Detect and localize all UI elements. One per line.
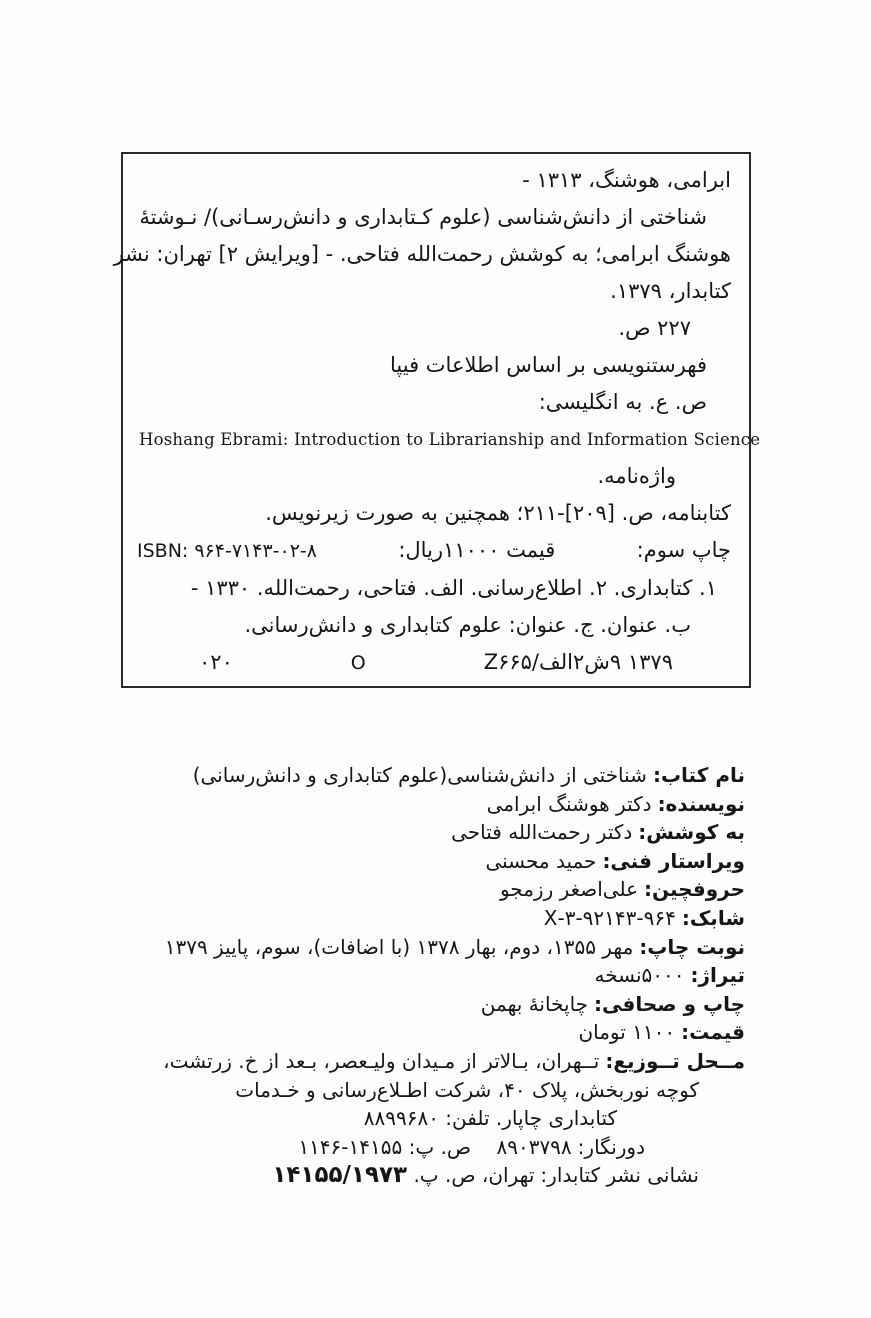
print-run-label: نوبت چاپ:	[639, 934, 745, 959]
cip-classification-line	[137, 644, 731, 682]
typesetter-label: حروفچین:	[644, 877, 745, 902]
printing-binding-value: چاپخانهٔ بهمن	[480, 991, 589, 1016]
cip-isbn: ISBN: ۹۶۴-۷۱۴۳-۰۲-۸	[137, 540, 317, 562]
print-run-value: مهر ۱۳۵۵، دوم، بهار ۱۳۷۸ (با اضافات)، سوم، پاییز ۱۳۷۹	[164, 934, 634, 959]
colophon-row-fax-pobox	[126, 1133, 745, 1162]
publisher-address-label: نشانی نشر کتابدار:	[540, 1163, 699, 1188]
technical-editor-value: حمید محسنی	[485, 848, 597, 873]
fax-pobox-value: ۸۹۰۳۷۹۸ ص. پ: ۱۴۱۵۵-۱۱۴۶	[298, 1134, 572, 1159]
technical-editor-label: ویراستار فنی:	[602, 848, 745, 873]
distribution-cont1-value: کوچه نوربخش، پلاک ۴۰، شرکت اطـلاع‌رسانی و خـدمات	[235, 1077, 699, 1102]
cip-edition-price-isbn-line	[137, 532, 731, 570]
cip-edition-label: چاپ سوم:	[636, 538, 731, 562]
colophon-row-isbn	[126, 904, 745, 933]
price-value: ۱۱۰۰ تومان	[578, 1020, 676, 1045]
cip-price: قیمت ۱۱۰۰۰ریال:	[398, 538, 556, 562]
colophon-block	[126, 761, 745, 1190]
cip-national-bib-circle: O	[350, 652, 366, 674]
cip-pages-line: ۲۲۷ ص.	[618, 316, 691, 340]
editor-value: دکتر رحمت‌الله فتاحی	[451, 820, 633, 845]
cip-english-title: Hoshang Ebrami: Introduction to Librarianship and Information Science	[139, 430, 761, 449]
colophon-row-publisher-address	[126, 1161, 745, 1190]
isbn-value: ۹۶۴-۹۲۱۴۳-۳-X	[543, 905, 676, 930]
distribution-value: تــهران، بـالاتر از مـیدان ولیـعصر، بـعد از خ. زرتشت،	[163, 1048, 600, 1073]
colophon-row-circulation	[126, 961, 745, 990]
distribution-cont2-value: کتابداری چاپار. تلفن: ۸۸۹۹۶۸۰	[363, 1106, 617, 1131]
circulation-label: تیراژ:	[690, 963, 745, 988]
cip-glossary-note: واژه‌نامه.	[597, 464, 676, 488]
cip-english-note-label: ص. ع. به انگلیسی:	[538, 390, 707, 414]
cip-author-heading: ابرامی، هوشنگ، ۱۳۱۳ -	[522, 168, 731, 192]
cip-fipa-note: فهرستنویسی بر اساس اطلاعات فیپا	[390, 353, 707, 377]
circulation-value: ۵۰۰۰نسخه	[594, 963, 685, 988]
isbn-label: شابک:	[681, 905, 745, 930]
colophon-row-editor	[126, 818, 745, 847]
colophon-row-price	[126, 1018, 745, 1047]
cip-subject-tracings: ۱. کتابداری. ۲. اطلاع‌رسانی. الف. فتاحی، رحمت‌الله. ۱۳۳۰ -	[190, 576, 717, 600]
cip-statement-line: هوشنگ ابرامی؛ به کوشش رحمت‌الله فتاحی. - [ویرایش ۲] تهران: نشر	[113, 242, 731, 266]
fax-label: دورنگار:	[577, 1134, 645, 1159]
price-label: قیمت:	[681, 1020, 745, 1045]
author-value: دکتر هوشنگ ابرامی	[486, 791, 652, 816]
cip-bibliography-note: کتابنامه، ص. [۲۰۹]-۲۱۱؛ همچنین به صورت زیرنویس.	[265, 501, 731, 525]
cip-lc-call-number: Z۶۶۵/⁨الف⁩۲⁨ش⁩۹ ۱۳۷۹	[483, 650, 673, 674]
cip-title-line: شناختی از دانش‌شناسی (علوم کـتابداری و دانش‌رسـانی)/ نـوشتهٔ	[139, 205, 707, 229]
cip-dewey-number: ۰۲۰	[199, 650, 233, 674]
editor-label: به کوشش:	[638, 820, 745, 845]
publisher-address-value: تهران، ص. پ.	[407, 1163, 535, 1188]
cip-catalog-box	[113, 152, 761, 688]
colophon-row-technical-editor	[126, 847, 745, 876]
cip-added-entries: ب. عنوان. ج. عنوان: علوم کتابداری و دانش‌رسانی.	[244, 613, 691, 637]
colophon-row-printing-binding	[126, 990, 745, 1019]
colophon-row-distribution	[126, 1047, 745, 1076]
cip-publisher-line: کتابدار، ۱۳۷۹.	[610, 279, 731, 303]
colophon-row-typesetter	[126, 875, 745, 904]
publisher-pobox-number: ۱۴۱۵۵/۱۹۷۳	[272, 1162, 408, 1189]
book-title-value: شناختی از دانش‌شناسی(علوم کتابداری و دانش‌رسانی)	[192, 763, 647, 787]
typesetter-value: علی‌اصغر رزمجو	[499, 877, 639, 902]
colophon-row-book-title	[126, 761, 745, 790]
distribution-label: مــحل تــوزیع:	[605, 1048, 745, 1073]
colophon-row-distribution-cont2	[126, 1104, 745, 1133]
colophon-row-distribution-cont1	[126, 1076, 745, 1105]
printing-binding-label: چاپ و صحافی:	[594, 991, 745, 1016]
colophon-row-author	[126, 790, 745, 819]
colophon-row-print-run	[126, 933, 745, 962]
author-label: نویسنده:	[657, 791, 745, 816]
book-title-label: نام کتاب:	[652, 763, 745, 787]
